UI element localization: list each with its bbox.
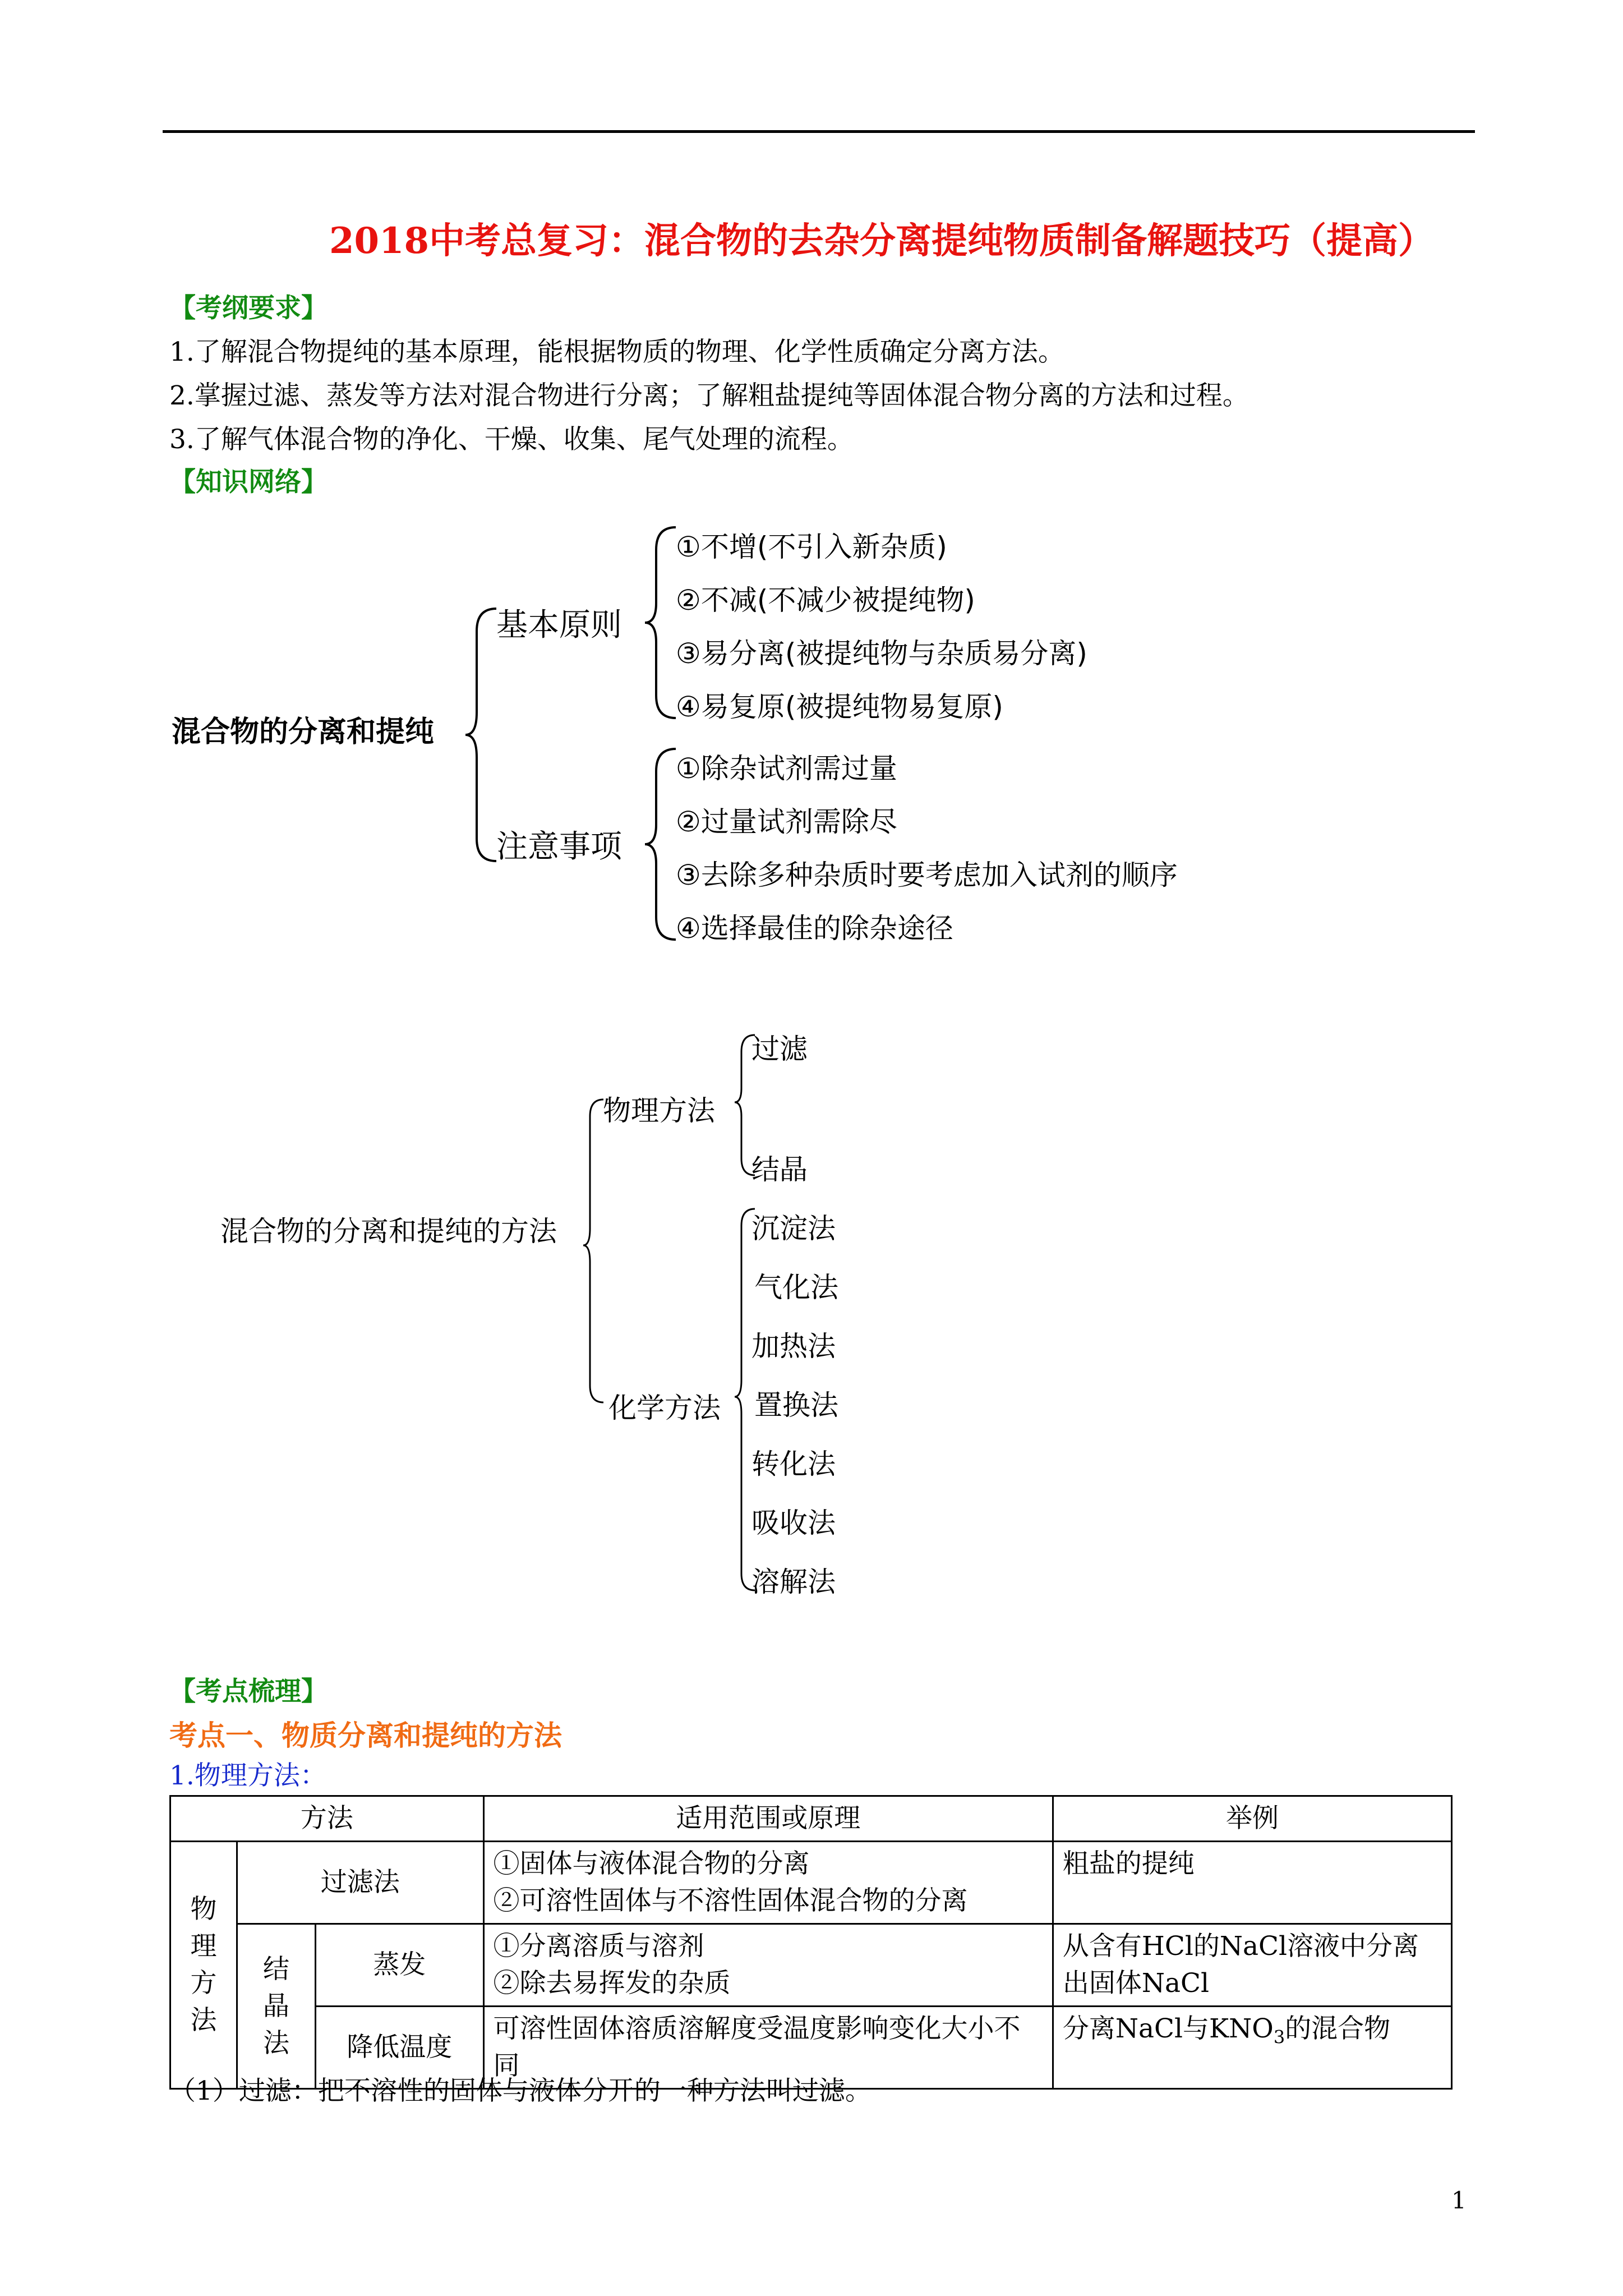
syllabus-item-2: 2.掌握过滤、蒸发等方法对混合物进行分离；了解粗盐提纯等固体混合物分离的方法和过程。 (169, 380, 1249, 411)
note-item: ①除杂试剂需过量 (676, 752, 897, 785)
table-header-row (170, 1796, 1452, 1842)
map1-notes-brace (645, 746, 679, 942)
header-principle: 适用范围或原理 (483, 1796, 1053, 1842)
map2-branch-chemical: 化学方法 (608, 1392, 721, 1424)
map2-root: 混合物的分离和提纯的方法 (220, 1215, 557, 1248)
map1-branch-notes: 注意事项 (496, 829, 622, 865)
map1-branch-principles: 基本原则 (496, 607, 622, 643)
method-item: 溶解法 (751, 1566, 836, 1598)
header-rule (163, 130, 1475, 133)
page-number: 1 (1451, 2187, 1467, 2214)
map1-root: 混合物的分离和提纯 (172, 715, 435, 749)
cool-principle: 可溶性固体溶质溶解度受温度影响变化大小不同 (483, 2007, 1053, 2089)
evap-principle (483, 1924, 1053, 2007)
method-item: 吸收法 (751, 1507, 836, 1539)
method-item: 转化法 (751, 1448, 836, 1480)
filter-principle (483, 1842, 1053, 1924)
evap-principle-2: ②除去易挥发的杂质 (493, 1968, 731, 1999)
method-item: 加热法 (751, 1330, 836, 1363)
network-heading: 【知识网络】 (169, 467, 328, 498)
principle-item: ②不减(不减少被提纯物) (676, 584, 975, 616)
evap-name: 蒸发 (315, 1924, 483, 2007)
sub1-title: 1.物理方法： (169, 1760, 326, 1791)
evap-example: 从含有HCl的NaCl溶液中分离出固体NaCl (1053, 1924, 1451, 2007)
filter-principle-2: ②可溶性固体与不溶性固体混合物的分离 (493, 1885, 968, 1916)
method-item: 结晶 (751, 1153, 808, 1186)
filter-principle-1: ①固体与液体混合物的分离 (493, 1848, 810, 1879)
header-method: 方法 (170, 1796, 484, 1842)
map1-root-brace (465, 606, 499, 864)
syllabus-item-1: 1.了解混合物提纯的基本原理，能根据物质的物理、化学性质确定分离方法。 (169, 337, 1064, 367)
principle-item: ④易复原(被提纯物易复原) (676, 691, 1003, 723)
physical-methods-table (169, 1795, 1453, 2090)
syllabus-heading: 【考纲要求】 (169, 293, 328, 324)
filter-example: 粗盐的提纯 (1053, 1842, 1451, 1924)
map2-branch-physical: 物理方法 (603, 1094, 715, 1127)
method-item: 置换法 (754, 1389, 838, 1421)
table-row (170, 1842, 1452, 1924)
page-title: 2018中考总复习：混合物的去杂分离提纯物质制备解题技巧（提高） (329, 220, 1435, 262)
note-filtration: （1）过滤：把不溶性的固体与液体分开的一种方法叫过滤。 (169, 2076, 872, 2106)
cool-example: 分离NaCl与$KNO_3$的混合物 (1053, 2007, 1451, 2089)
note-item: ②过量试剂需除尽 (676, 806, 897, 838)
principle-item: ①不增(不引入新杂质) (676, 531, 947, 563)
method-item: 气化法 (754, 1271, 838, 1304)
syllabus-item-3: 3.了解气体混合物的净化、干燥、收集、尾气处理的流程。 (169, 424, 854, 455)
method-item: 沉淀法 (751, 1212, 836, 1245)
principle-item: ③易分离(被提纯物与杂质易分离) (676, 637, 1087, 670)
evap-principle-1: ①分离溶质与溶剂 (493, 1931, 704, 1962)
header-example: 举例 (1053, 1796, 1451, 1842)
points-heading: 【考点梳理】 (169, 1676, 328, 1707)
note-item: ③去除多种杂质时要考虑加入试剂的顺序 (676, 859, 1178, 891)
note-item: ④选择最佳的除杂途径 (676, 912, 953, 945)
filter-name: 过滤法 (237, 1842, 483, 1924)
table-row (170, 1924, 1452, 2007)
method-item: 过滤 (751, 1033, 808, 1065)
point1-title: 考点一、物质分离和提纯的方法 (169, 1719, 562, 1752)
crystal-name: 结晶法 (237, 1924, 315, 2089)
group-cell: 物理方法 (170, 1842, 237, 2089)
map1-principles-brace (645, 524, 679, 721)
map2-root-brace (583, 1097, 606, 1405)
cool-name: 降低温度 (315, 2007, 483, 2089)
